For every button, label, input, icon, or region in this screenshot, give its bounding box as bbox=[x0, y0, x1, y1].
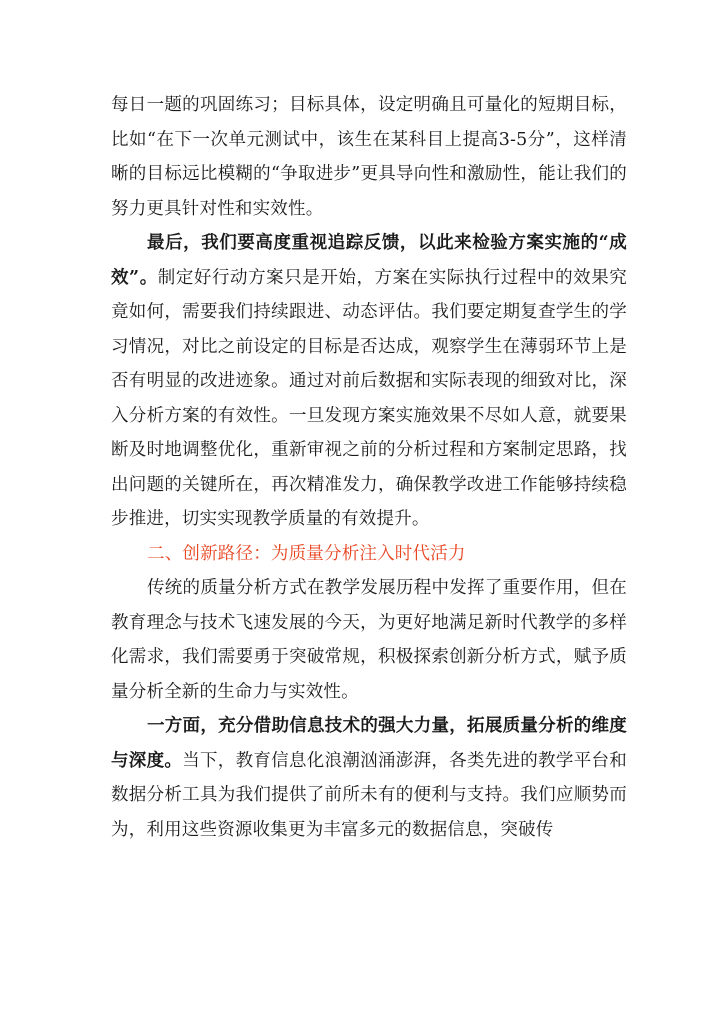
paragraph-goals-continued bbox=[111, 88, 627, 226]
paragraph-lead-sentence: 最后，我们要高度重视追踪反馈，以此来检验方案实施的“成效”。 bbox=[111, 233, 627, 288]
section-heading: 二、创新路径：为质量分析注入时代活力 bbox=[147, 543, 466, 564]
paragraph-information-technology bbox=[111, 709, 627, 847]
paragraph-text: 制定好行动方案只是开始，方案在实际执行过程中的效果究竟如何，需要我们持续跟进、动态评估。我们要定期复查学生的学习情况，对比之前设定的目标是否达成，观察学生在薄弱环节上是否有明显的改进迹象。通过对前后数据和实际表现的细致对比，深入分析方案的有效性。一旦发现方案实施效果不尽如人意，就要果断及时地调整优化，重新审视之前的分析过程和方案制定思路，找出问题的关键所在，再次精准发力，确保教学改进工作能够持续稳步推进，切实实现教学质量的有效提升。 bbox=[111, 267, 628, 529]
paragraph-text: 传统的质量分析方式在教学发展历程中发挥了重要作用，但在教育理念与技术飞速发展的今天，为更好地满足新时代教学的多样化需求，我们需要勇于突破常规，积极探索创新分析方式，赋予质量分析全新的生命力与实效性。 bbox=[111, 578, 627, 702]
paragraph-tracking-feedback bbox=[111, 226, 627, 537]
document-page bbox=[111, 88, 627, 847]
paragraph-lead-sentence: 一方面，充分借助信息技术的强大力量，拓展质量分析的维度与深度。 bbox=[111, 716, 627, 771]
paragraph-text: 当下，教育信息化浪潮汹涌澎湃，各类先进的教学平台和数据分析工具为我们提供了前所未有的便利与支持。我们应顺势而为，利用这些资源收集更为丰富多元的数据信息，突破传 bbox=[111, 750, 627, 840]
paragraph-traditional-analysis bbox=[111, 571, 627, 709]
paragraph-text: 每日一题的巩固练习；目标具体，设定明确且可量化的短期目标，比如“在下一次单元测试中，该生在某科目上提高3-5分”，这样清晰的目标远比模糊的“争取进步”更具导向性和激励性，能让我们的努力更具针对性和实效性。 bbox=[111, 95, 627, 219]
